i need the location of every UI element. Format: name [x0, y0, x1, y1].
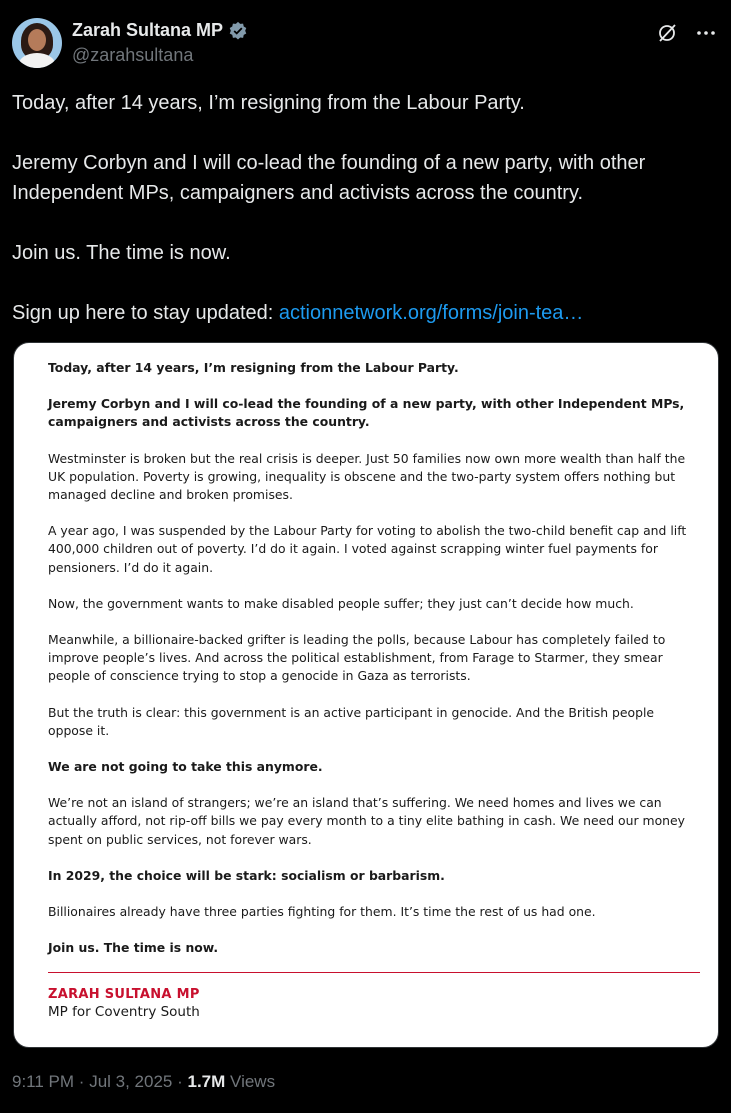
post-time[interactable]: 9:11 PM — [12, 1072, 75, 1091]
avatar[interactable] — [12, 18, 62, 68]
statement-paragraph: Westminster is broken but the real crisis is deeper. Just 50 families now own more wealth than half the UK population. Poverty is growing, inequality is obscene and the two-party system offers nothing but managed decline and broken promises. — [48, 450, 686, 503]
tweet-header — [12, 16, 717, 72]
signup-text: Sign up here to stay updated: — [12, 302, 279, 324]
tweet-paragraph: Join us. The time is now. — [12, 242, 231, 264]
statement-paragraph: Join us. The time is now. — [48, 940, 219, 956]
verified-badge-icon — [228, 21, 248, 41]
statement-paragraph: But the truth is clear: this government is an active participant in genocide. And the British people oppose it. — [48, 704, 655, 738]
author-name[interactable]: Zarah Sultana MP — [72, 20, 224, 40]
tweet-paragraph — [12, 298, 717, 328]
tweet-paragraph: Jeremy Corbyn and I will co-lead the founding of a new party, with other Independent MPs, campaigners and activists across the country. — [12, 152, 646, 204]
header-actions — [657, 22, 717, 44]
author-handle[interactable]: @zarahsultana — [72, 45, 194, 65]
statement-paragraph: A year ago, I was suspended by the Labour Party for voting to abolish the two-child benefit cap and lift 400,000 children out of poverty. I’d do it again. I voted against scrapping winter fuel payments for pensioners. I’d do it again. — [48, 523, 687, 575]
signature-divider — [48, 972, 700, 973]
statement-paragraph: Jeremy Corbyn and I will co-lead the founding of a new party, with other Independent MPs, campaigners and activists across the country. — [48, 396, 685, 430]
post-date[interactable]: Jul 3, 2025 — [89, 1072, 173, 1091]
statement-paragraph: Meanwhile, a billionaire-backed grifter is leading the polls, because Labour has completely failed to improve people’s lives. And across the political establishment, from Farage to Starmer, they smear people of conscience trying to stop a genocide in Gaza as terrorists. — [48, 632, 666, 684]
views-count: 1.7M — [187, 1072, 226, 1091]
tweet-meta — [12, 1072, 275, 1092]
grok-icon[interactable] — [657, 23, 677, 43]
separator: · — [177, 1072, 188, 1091]
statement-image[interactable] — [13, 342, 719, 1048]
tweet-text — [12, 88, 717, 328]
more-icon[interactable] — [695, 22, 717, 44]
views-label: Views — [230, 1072, 276, 1091]
statement-paragraph: Now, the government wants to make disabled people suffer; they just can’t decide how much. — [48, 595, 634, 611]
statement-paragraph: Today, after 14 years, I’m resigning from the Labour Party. — [48, 360, 459, 375]
signature-name: ZARAH SULTANA MP — [48, 987, 200, 1002]
statement-text — [48, 359, 688, 975]
statement-paragraph: Billionaires already have three parties fighting for them. It’s time the rest of us had one. — [48, 904, 596, 920]
tweet-paragraph: Today, after 14 years, I’m resigning from the Labour Party. — [12, 92, 525, 114]
author-name-row — [72, 20, 248, 41]
statement-paragraph: We’re not an island of strangers; we’re an island that’s suffering. We need homes and lives we can actually afford, not rip-off bills we pay every month to a tiny elite bathing in cash. We need our money spent on public services, not forever wars. — [48, 795, 685, 847]
statement-paragraph: We are not going to take this anymore. — [48, 759, 323, 775]
statement-paragraph: In 2029, the choice will be stark: socialism or barbarism. — [48, 867, 445, 883]
separator: · — [78, 1072, 90, 1091]
signup-link[interactable]: actionnetwork.org/forms/join-tea… — [278, 302, 584, 324]
signature-role: MP for Coventry South — [48, 1004, 200, 1020]
